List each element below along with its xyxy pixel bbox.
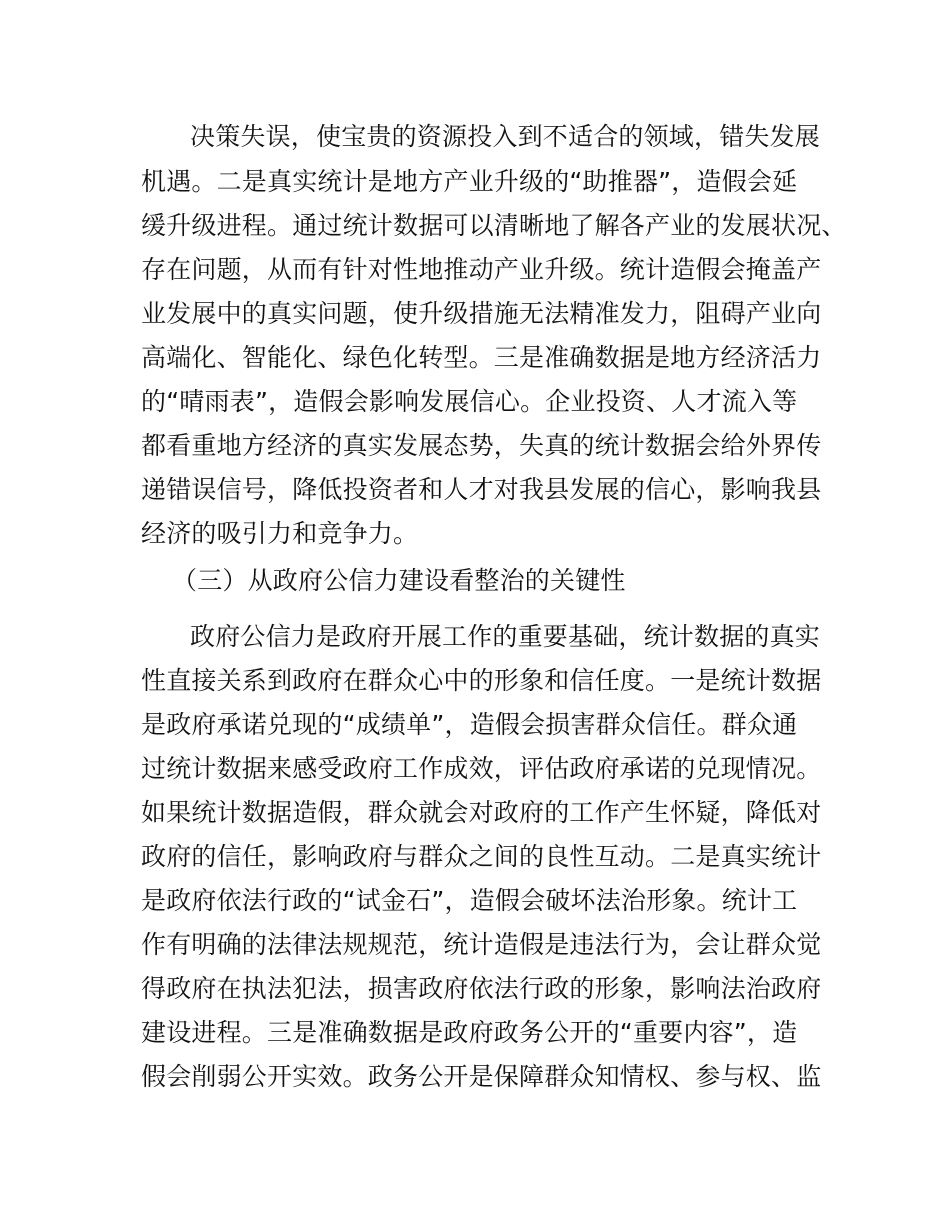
paragraph-2-line-3: 是政府承诺兑现的“成绩单”，造假会损害群众信任。群众通	[141, 710, 798, 739]
paragraph-1-line-1: 决策失误，使宝贵的资源投入到不适合的领域，错失发展	[190, 122, 821, 151]
paragraph-2-line-5: 如果统计数据造假，群众就会对政府的工作产生怀疑，降低对	[141, 798, 822, 827]
paragraph-2-line-8: 作有明确的法律法规规范，统计造假是违法行为，会让群众觉	[141, 930, 822, 959]
paragraph-1-line-8: 都看重地方经济的真实发展态势，失真的统计数据会给外界传	[141, 431, 822, 460]
paragraph-1-line-4: 存在问题，从而有针对性地推动产业升级。统计造假会掩盖产	[141, 255, 822, 284]
paragraph-2-line-10: 建设进程。三是准确数据是政府政务公开的“重要内容”，造	[141, 1018, 798, 1047]
paragraph-2-line-1: 政府公信力是政府开展工作的重要基础，统计数据的真实	[190, 622, 821, 651]
paragraph-2-line-4: 过统计数据来感受政府工作成效，评估政府承诺的兑现情况。	[141, 754, 822, 783]
paragraph-1-line-10: 经济的吸引力和竞争力。	[141, 519, 419, 548]
paragraph-2-line-2: 性直接关系到政府在群众心中的形象和信任度。一是统计数据	[141, 666, 822, 695]
paragraph-2-line-11: 假会削弱公开实效。政务公开是保障群众知情权、参与权、监	[141, 1062, 822, 1091]
paragraph-1-line-2: 机遇。二是真实统计是地方产业升级的“助推器”，造假会延	[141, 167, 798, 196]
paragraph-1-line-9: 递错误信号，降低投资者和人才对我县发展的信心，影响我县	[141, 475, 822, 504]
paragraph-1-line-7: 的“晴雨表”，造假会影响发展信心。企业投资、人才流入等	[141, 387, 798, 416]
paragraph-2-line-9: 得政府在执法犯法，损害政府依法行政的形象，影响法治政府	[141, 974, 822, 1003]
paragraph-1-line-6: 高端化、智能化、绿色化转型。三是准确数据是地方经济活力	[141, 343, 822, 372]
paragraph-1-line-5: 业发展中的真实问题，使升级措施无法精准发力，阻碍产业向	[141, 299, 822, 328]
section-heading: （三）从政府公信力建设看整治的关键性	[172, 566, 626, 595]
paragraph-2-line-7: 是政府依法行政的“试金石”，造假会破坏法治形象。统计工	[141, 886, 798, 915]
paragraph-2-line-6: 政府的信任，影响政府与群众之间的良性互动。二是真实统计	[141, 842, 822, 871]
paragraph-1-line-3: 缓升级进程。通过统计数据可以清晰地了解各产业的发展状况、	[141, 211, 847, 240]
